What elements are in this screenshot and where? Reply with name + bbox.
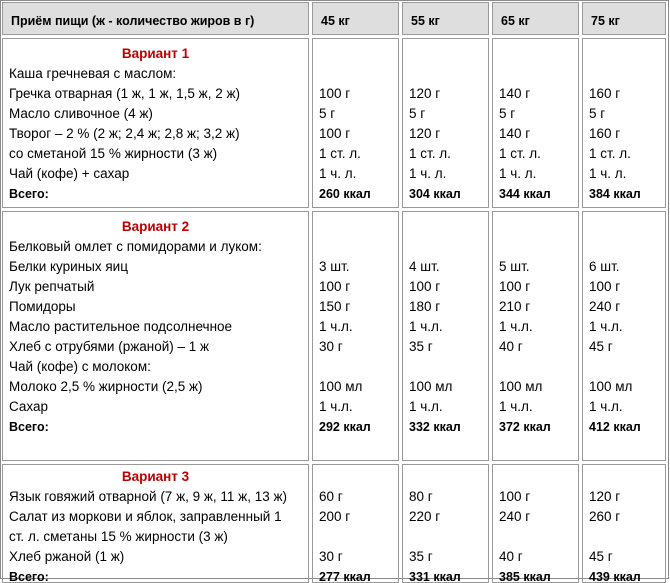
amount-value: 100 г [319,126,351,141]
amount-value: 4 шт. [409,259,440,274]
spacer [403,44,488,64]
amount-value: 1 ст. л. [499,146,541,161]
amount-value: 160 г [589,86,621,101]
meal-item-label: Масло растительное подсолнечное [9,319,233,334]
meal-item-label: Гречка отварная (1 ж, 1 ж, 1,5 ж, 2 ж) [9,86,240,101]
amount-value: 210 г [499,299,531,314]
amount-value: 100 мл [319,379,363,394]
amount-value: 30 г [319,549,343,564]
amount-value [403,527,488,547]
meal-item-label: Хлеб ржаной (1 ж) [9,549,125,564]
amount-value: 1 ч.л. [319,399,353,414]
amount-value: 30 г [319,339,343,354]
amount-value: 35 г [409,549,433,564]
meal-item-label: Салат из моркови и яблок, заправленный 1 [9,509,282,524]
spacer [583,44,665,64]
meal-item-label: со сметаной 15 % жирности (3 ж) [9,146,218,161]
values-cell-variant-1-col-1 [312,38,399,208]
spacer [313,467,398,487]
amount-value: 100 г [319,86,351,101]
amount-value: 240 г [499,509,531,524]
amount-value: 1 ч.л. [409,399,443,414]
values-cell-variant-3-col-4 [582,464,666,583]
amount-value: 1 ч.л. [319,319,353,334]
amount-value [313,237,398,257]
amount-value: 140 г [499,86,531,101]
amount-value [313,357,398,377]
amount-value [403,237,488,257]
spacer [493,217,578,237]
amount-value: 100 мл [589,379,633,394]
values-cell-variant-1-col-3 [492,38,579,208]
amount-value [583,357,665,377]
amount-value [493,64,578,84]
spacer [583,217,665,237]
amount-value: 1 ст. л. [319,146,361,161]
amount-value: 120 г [409,86,441,101]
values-cell-variant-3-col-2 [402,464,489,583]
amount-value: 1 ст. л. [409,146,451,161]
variant-title: Вариант 1 [121,46,190,61]
amount-value: 150 г [319,299,351,314]
amount-value [403,357,488,377]
header-weight-1: 45 кг [312,2,399,35]
spacer [313,217,398,237]
amount-value: 260 г [589,509,621,524]
amount-value [403,64,488,84]
amount-value: 40 г [499,549,523,564]
amount-value [313,64,398,84]
variant-title: Вариант 3 [121,469,190,484]
amount-value: 100 г [499,279,531,294]
amount-value: 100 г [409,279,441,294]
header-weight-3: 65 кг [492,2,579,35]
amount-value: 5 г [409,106,426,121]
amount-value: 220 г [409,509,441,524]
amount-value: 1 ч.л. [499,319,533,334]
meal-item-label: Масло сливочное (4 ж) [9,106,153,121]
amount-value: 180 г [409,299,441,314]
amount-value: 80 г [409,489,433,504]
amount-value [583,237,665,257]
amount-value: 160 г [589,126,621,141]
meal-cell-variant-2 [2,211,309,461]
amount-value: 5 г [319,106,336,121]
header-weight-4: 75 кг [582,2,666,35]
total-value: 260 ккал [319,187,371,201]
total-value: 372 ккал [499,420,551,434]
meal-item-label: Язык говяжий отварной (7 ж, 9 ж, 11 ж, 13 ж) [9,489,287,504]
values-cell-variant-2-col-2 [402,211,489,461]
total-label: Всего: [9,420,49,434]
diet-table-grid [2,2,666,583]
meal-item-label: Молоко 2,5 % жирности (2,5 ж) [9,379,203,394]
amount-value: 100 г [319,279,351,294]
amount-value: 1 ч.л. [499,399,533,414]
meal-cell-variant-3 [2,464,309,583]
amount-value: 140 г [499,126,531,141]
spacer [403,217,488,237]
meal-item-label: Чай (кофе) с молоком: [9,359,151,374]
amount-value: 120 г [589,489,621,504]
spacer [493,467,578,487]
values-cell-variant-3-col-3 [492,464,579,583]
amount-value: 1 ч.л. [589,319,623,334]
header-weight-2: 55 кг [402,2,489,35]
amount-value: 1 ч.л. [409,319,443,334]
amount-value: 200 г [319,509,351,524]
meal-item-label: Помидоры [9,299,76,314]
total-value: 331 ккал [409,570,461,583]
meal-cell-variant-1 [2,38,309,208]
amount-value: 5 шт. [499,259,530,274]
amount-value: 1 ч. л. [409,166,447,181]
amount-value: 1 ст. л. [589,146,631,161]
amount-value: 100 г [499,489,531,504]
values-cell-variant-2-col-4 [582,211,666,461]
amount-value: 3 шт. [319,259,350,274]
values-cell-variant-1-col-2 [402,38,489,208]
amount-value: 1 ч. л. [319,166,357,181]
total-value: 277 ккал [319,570,371,583]
spacer [493,44,578,64]
meal-item-label: Белковый омлет с помидорами и луком: [9,239,262,254]
amount-value [583,527,665,547]
values-cell-variant-2-col-1 [312,211,399,461]
amount-value: 5 г [589,106,606,121]
total-value: 412 ккал [589,420,641,434]
total-value: 384 ккал [589,187,641,201]
meal-item-label: Творог – 2 % (2 ж; 2,4 ж; 2,8 ж; 3,2 ж) [9,126,240,141]
meal-item-label: Белки куриных яиц [9,259,128,274]
values-cell-variant-3-col-1 [312,464,399,583]
total-value: 344 ккал [499,187,551,201]
amount-value: 35 г [409,339,433,354]
amount-value [493,357,578,377]
amount-value: 100 мл [499,379,543,394]
amount-value: 40 г [499,339,523,354]
total-value: 304 ккал [409,187,461,201]
values-cell-variant-1-col-4 [582,38,666,208]
amount-value: 45 г [589,339,613,354]
spacer [583,467,665,487]
amount-value: 5 г [499,106,516,121]
values-cell-variant-2-col-3 [492,211,579,461]
spacer [313,44,398,64]
meal-item-label: Лук репчатый [9,279,95,294]
amount-value: 6 шт. [589,259,620,274]
meal-item-label: Чай (кофе) + сахар [9,166,130,181]
total-value: 439 ккал [589,570,641,583]
amount-value [313,527,398,547]
amount-value [583,64,665,84]
meal-item-label: Каша гречневая с маслом: [9,66,177,81]
amount-value: 100 г [589,279,621,294]
meal-item-label: Сахар [9,399,49,414]
total-value: 385 ккал [499,570,551,583]
amount-value: 240 г [589,299,621,314]
amount-value [493,527,578,547]
meal-item-label: ст. л. сметаны 15 % жирности (3 ж) [9,529,228,544]
spacer [403,467,488,487]
variant-title: Вариант 2 [121,219,190,234]
amount-value: 100 мл [409,379,453,394]
header-meal: Приём пищи (ж - количество жиров в г) [2,2,309,35]
amount-value [493,237,578,257]
meal-item-label: Хлеб с отрубями (ржаной) – 1 ж [9,339,210,354]
total-value: 292 ккал [319,420,371,434]
amount-value: 1 ч. л. [589,166,627,181]
amount-value: 1 ч. л. [499,166,537,181]
amount-value: 120 г [409,126,441,141]
total-value: 332 ккал [409,420,461,434]
amount-value: 1 ч.л. [589,399,623,414]
total-label: Всего: [9,570,49,583]
total-label: Всего: [9,187,49,201]
amount-value: 60 г [319,489,343,504]
amount-value: 45 г [589,549,613,564]
